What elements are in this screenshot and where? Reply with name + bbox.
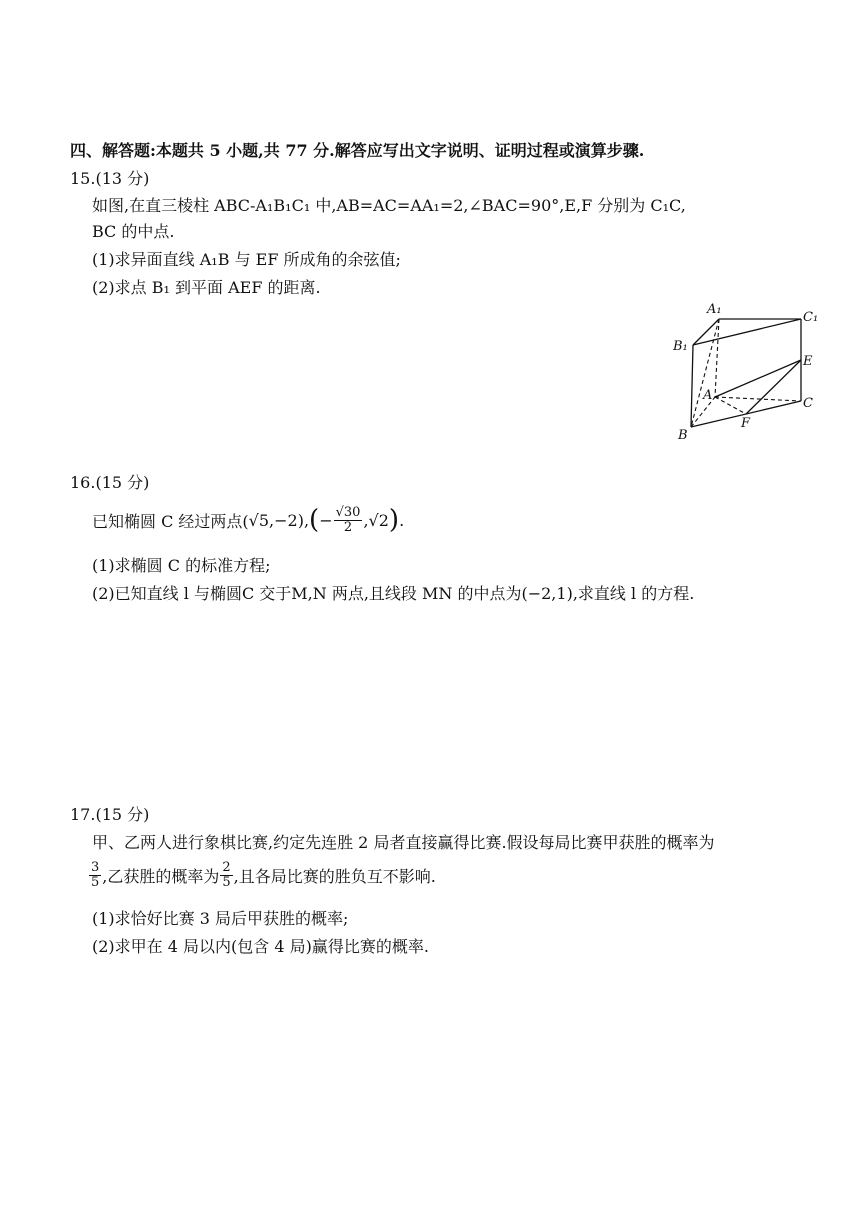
q16-number: 16.(15 分) xyxy=(70,473,150,492)
q16-part1: (1)求椭圆 C 的标准方程; xyxy=(92,556,271,575)
q17-fraction-1 xyxy=(89,861,101,890)
q16-line1-prefix: 已知椭圆 C 经过两点( xyxy=(92,511,249,531)
edge-e-f xyxy=(746,360,801,414)
q16-end: . xyxy=(399,510,405,530)
q15-line2: BC 的中点. xyxy=(92,222,175,241)
q16-part2: (2)已知直线 l 与椭圆C 交于M,N 两点,且线段 MN 的中点为(−2,1),求直线 l 的方程. xyxy=(92,584,695,603)
q16-line1 xyxy=(92,500,404,540)
q16-fraction xyxy=(334,506,363,535)
q17-frac1-den: 5 xyxy=(91,874,100,890)
q16-frac-den: 2 xyxy=(343,519,353,535)
edge-b1-c1 xyxy=(693,319,801,345)
edge-a-c xyxy=(715,397,801,401)
label-a: A xyxy=(703,388,713,403)
q16-point2-rest: ,√2 xyxy=(363,510,389,530)
q17-fraction-2 xyxy=(220,861,232,890)
q17-part1: (1)求恰好比赛 3 局后甲获胜的概率; xyxy=(92,909,349,928)
q15-part1: (1)求异面直线 A₁B 与 EF 所成角的余弦值; xyxy=(92,250,401,269)
q15-line1: 如图,在直三棱柱 ABC-A₁B₁C₁ 中,AB=AC=AA₁=2,∠BAC=90°,E,F 分别为 C₁C, xyxy=(92,196,686,215)
label-c1: C₁ xyxy=(803,310,819,325)
q16-sqrt5: √5 xyxy=(248,510,270,530)
q16-point1-rest: ,−2), xyxy=(269,510,310,530)
label-b: B xyxy=(678,428,688,443)
q15-number: 15.(13 分) xyxy=(70,169,150,188)
edge-a-f xyxy=(715,397,746,414)
q17-number: 17.(15 分) xyxy=(70,805,150,824)
label-f: F xyxy=(741,416,751,431)
q16-left-paren: ( xyxy=(309,505,320,535)
q17-line1: 甲、乙两人进行象棋比赛,约定先连胜 2 局者直接赢得比赛.假设每局比赛甲获胜的概率为 xyxy=(92,833,715,852)
edge-a1-a xyxy=(715,319,719,397)
q16-right-paren: ) xyxy=(388,505,400,535)
section-heading: 四、解答题:本题共 5 小题,共 77 分.解答应写出文字说明、证明过程或演算步骤. xyxy=(70,141,645,160)
q17-frac2-num: 2 xyxy=(222,859,231,875)
q17-frac2-den: 5 xyxy=(222,874,231,890)
q17-mid: ,乙获胜的概率为 xyxy=(102,866,220,886)
q16-frac-num: √30 xyxy=(335,504,361,520)
edge-a-e xyxy=(715,360,801,397)
q17-frac1-num: 3 xyxy=(91,859,100,875)
edge-b1-a1 xyxy=(693,319,719,345)
q15-part2: (2)求点 B₁ 到平面 AEF 的距离. xyxy=(92,278,321,297)
label-b1: B₁ xyxy=(673,339,688,354)
q17-line2-rest: ,且各局比赛的胜负互不影响. xyxy=(233,866,436,886)
label-c: C xyxy=(803,396,813,411)
label-a1: A₁ xyxy=(707,302,722,317)
q17-line2 xyxy=(88,855,436,895)
q17-part2: (2)求甲在 4 局以内(包含 4 局)赢得比赛的概率. xyxy=(92,937,429,956)
label-e: E xyxy=(803,354,813,369)
edge-a1-b xyxy=(691,319,719,427)
prism-figure xyxy=(665,295,825,450)
edge-b1-b xyxy=(691,345,693,427)
q16-neg-sign: − xyxy=(319,510,333,530)
